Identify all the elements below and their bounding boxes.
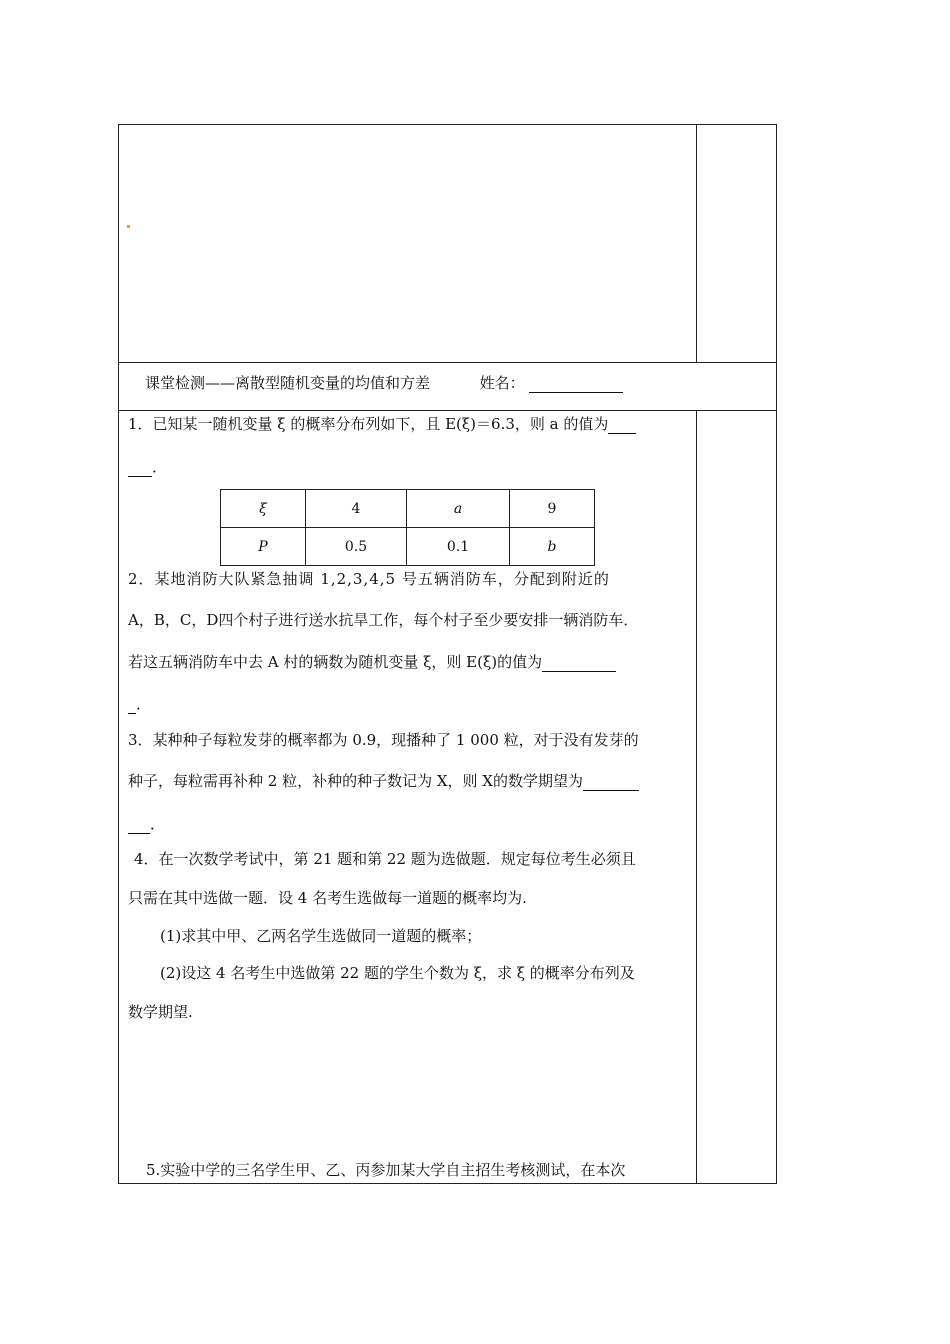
section-divider-bottom [118,410,777,411]
table-cell: P [221,528,306,566]
q2-period: ． [136,695,152,713]
distribution-table [220,489,595,566]
table-cell: b [510,528,595,566]
table-cell: 0.5 [306,528,407,566]
q1-blank-a [608,417,636,434]
q2-blank-a [542,655,616,672]
section-divider-top [118,362,777,363]
q2-line1: 2．某地消防大队紧急抽调 1,2,3,4,5 号五辆消防车，分配到附近的 [128,570,610,588]
table-cell: 9 [510,490,595,528]
q3-line2 [128,771,639,791]
q4-line2: 只需在其中选做一题．设 4 名考生选做每一道题的概率均为. [128,889,527,907]
q2-line3 [128,652,616,672]
q2-text: 若这五辆消防车中去 A 村的辆数为随机变量 ξ，则 E(ξ)的值为 [128,653,543,671]
table-cell: 0.1 [407,528,510,566]
table-cell: a [407,490,510,528]
q1-line2 [128,457,167,477]
q1-period: ． [152,458,168,476]
q1-text: 1．已知某一随机变量 ξ 的概率分布列如下，且 E(ξ)＝6.3，则 a 的值为 [128,415,609,433]
name-blank [529,376,623,393]
q4-sub2-line1: (2)设这 4 名考生中选做第 22 题的学生个数为 ξ，求 ξ 的概率分布列及 [160,964,635,982]
table-row [221,490,595,528]
q2-blank-b [128,697,136,714]
q2-line4 [128,694,151,714]
section-title: 课堂检测——离散型随机变量的均值和方差 [145,374,431,392]
table-cell: ξ [221,490,306,528]
right-column-divider-top [696,124,697,363]
q3-blank-b [128,817,150,834]
table-row [221,528,595,566]
right-column-divider-bottom [696,410,697,1184]
section-title-row [145,372,623,393]
q3-line1: 3．某种种子每粒发芽的概率都为 0.9，现播种了 1 000 粒，对于没有发芽的 [128,731,639,749]
q2-line2: A，B，C，D四个村子进行送水抗旱工作，每个村子至少要安排一辆消防车． [128,611,639,629]
q4-sub2-line2: 数学期望. [128,1003,193,1021]
q4-sub1: (1)求其中甲、乙两名学生选做同一道题的概率； [160,927,482,945]
artifact-mark [127,225,130,228]
q1-line1 [128,414,636,434]
name-label: 姓名： [479,374,525,392]
q3-period: ． [150,815,166,833]
q1-blank-b [128,460,152,477]
q3-blank-a [583,774,639,791]
q3-line3 [128,814,165,834]
q5-line1: 5.实验中学的三名学生甲、乙、丙参加某大学自主招生考核测试，在本次 [146,1161,626,1179]
q3-text: 种子，每粒需再补种 2 粒，补种的种子数记为 X，则 X的数学期望为 [128,772,583,790]
table-cell: 4 [306,490,407,528]
q4-line1: 4．在一次数学考试中，第 21 题和第 22 题为选做题．规定每位考生必须且 [134,850,636,868]
